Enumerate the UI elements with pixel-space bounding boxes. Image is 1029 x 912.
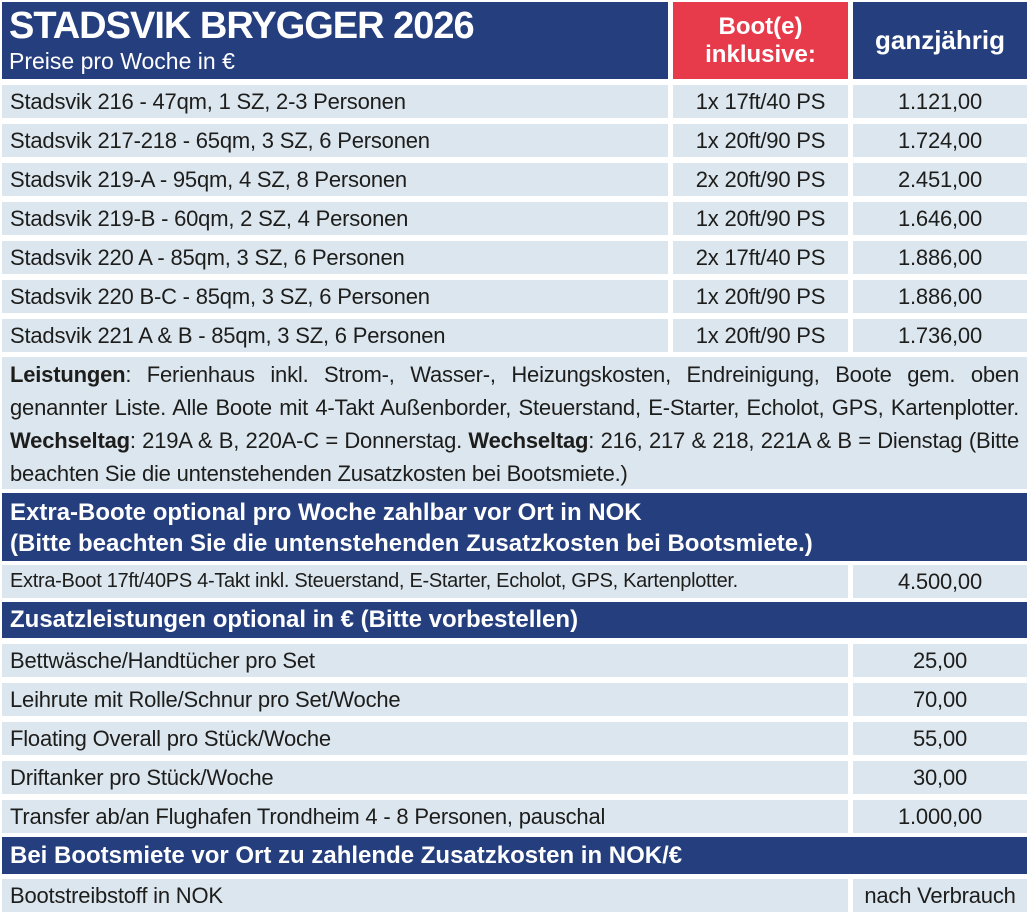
extra-service-price: 55,00 bbox=[853, 722, 1027, 755]
surcharge-price: nach Verbrauch bbox=[853, 879, 1027, 912]
column-header-boats-line2: inklusive: bbox=[705, 40, 816, 68]
apartment-row bbox=[2, 163, 1027, 196]
extra-boat-price: 4.500,00 bbox=[853, 565, 1027, 598]
apartment-boats: 1x 20ft/90 PS bbox=[673, 280, 848, 313]
note-segment-bold: Leistungen bbox=[10, 362, 126, 387]
extra-service-row bbox=[2, 683, 1027, 716]
table-header bbox=[2, 2, 1027, 79]
apartment-name: Stadsvik 219-A - 95qm, 4 SZ, 8 Personen bbox=[2, 163, 668, 196]
extra-service-row bbox=[2, 722, 1027, 755]
apartment-row bbox=[2, 202, 1027, 235]
apartment-boats: 2x 17ft/40 PS bbox=[673, 241, 848, 274]
extra-service-price: 70,00 bbox=[853, 683, 1027, 716]
apartment-price: 1.886,00 bbox=[853, 280, 1027, 313]
apartment-name: Stadsvik 220 A - 85qm, 3 SZ, 6 Personen bbox=[2, 241, 668, 274]
section-header-extras bbox=[2, 602, 1027, 638]
section-header-surcharges bbox=[2, 837, 1027, 874]
apartment-boats: 1x 20ft/90 PS bbox=[673, 124, 848, 157]
note-segment: : 216, 217 & 218, 221A & B = Dienstag (Bitte beachten Sie die untenstehenden Zusatzkosten bei Bootsmiete.) bbox=[10, 428, 1019, 486]
section-header-extra-boats-line2: (Bitte beachten Sie die untenstehenden Zusatzkosten bei Bootsmiete.) bbox=[10, 530, 813, 557]
apartment-boats: 1x 20ft/90 PS bbox=[673, 319, 848, 352]
extra-service-label: Driftanker pro Stück/Woche bbox=[2, 761, 848, 794]
apartment-name: Stadsvik 220 B-C - 85qm, 3 SZ, 6 Personen bbox=[2, 280, 668, 313]
section-header-extra-boats bbox=[2, 493, 1027, 561]
document-title-cell bbox=[2, 2, 668, 79]
apartment-row bbox=[2, 124, 1027, 157]
extra-service-label: Floating Overall pro Stück/Woche bbox=[2, 722, 848, 755]
surcharge-row bbox=[2, 879, 1027, 912]
section-header-extra-boats-line1: Extra-Boote optional pro Woche zahlbar vor Ort in NOK bbox=[10, 499, 642, 526]
note-segment-bold: Wechseltag bbox=[468, 428, 589, 453]
apartment-boats: 1x 20ft/90 PS bbox=[673, 202, 848, 235]
apartment-price: 1.736,00 bbox=[853, 319, 1027, 352]
extra-service-row bbox=[2, 644, 1027, 677]
extra-service-row bbox=[2, 761, 1027, 794]
column-header-boats bbox=[673, 2, 848, 79]
extra-service-price: 1.000,00 bbox=[853, 800, 1027, 833]
services-note bbox=[2, 357, 1027, 489]
apartment-price: 1.886,00 bbox=[853, 241, 1027, 274]
extra-service-label: Transfer ab/an Flughafen Trondheim 4 - 8 Personen, pauschal bbox=[2, 800, 848, 833]
extra-service-label: Bettwäsche/Handtücher pro Set bbox=[2, 644, 848, 677]
apartment-name: Stadsvik 216 - 47qm, 1 SZ, 2-3 Personen bbox=[2, 85, 668, 118]
apartment-name: Stadsvik 219-B - 60qm, 2 SZ, 4 Personen bbox=[2, 202, 668, 235]
apartment-name: Stadsvik 221 A & B - 85qm, 3 SZ, 6 Personen bbox=[2, 319, 668, 352]
apartment-boats: 2x 20ft/90 PS bbox=[673, 163, 848, 196]
section-header-surcharges-label: Bei Bootsmiete vor Ort zu zahlende Zusatzkosten in NOK/€ bbox=[10, 841, 683, 869]
apartment-row bbox=[2, 319, 1027, 352]
apartment-name: Stadsvik 217-218 - 65qm, 3 SZ, 6 Personen bbox=[2, 124, 668, 157]
apartment-row bbox=[2, 280, 1027, 313]
apartment-boats: 1x 17ft/40 PS bbox=[673, 85, 848, 118]
surcharge-label: Bootstreibstoff in NOK bbox=[2, 879, 848, 912]
note-segment-bold: Wechseltag bbox=[10, 428, 130, 453]
column-header-boats-line1: Boot(e) bbox=[718, 12, 803, 40]
extra-service-price: 25,00 bbox=[853, 644, 1027, 677]
apartment-row bbox=[2, 85, 1027, 118]
apartment-price: 1.646,00 bbox=[853, 202, 1027, 235]
extra-boat-row bbox=[2, 565, 1027, 598]
apartment-price: 1.724,00 bbox=[853, 124, 1027, 157]
note-segment: : Ferienhaus inkl. Strom-, Wasser-, Heizungskosten, Endreinigung, Boote gem. oben genannter Liste. Alle Boote mit 4-Takt Außenborder, Steuerstand, E-Starter, Echolot, GPS, Kartenplotter. bbox=[10, 362, 1019, 420]
apartment-price: 1.121,00 bbox=[853, 85, 1027, 118]
extra-service-price: 30,00 bbox=[853, 761, 1027, 794]
apartment-row bbox=[2, 241, 1027, 274]
document-subtitle: Preise pro Woche in € bbox=[9, 48, 235, 74]
extra-boat-label: Extra-Boot 17ft/40PS 4-Takt inkl. Steuerstand, E-Starter, Echolot, GPS, Kartenplotter. bbox=[2, 565, 848, 598]
column-header-price: ganzjährig bbox=[853, 2, 1027, 79]
apartment-price: 2.451,00 bbox=[853, 163, 1027, 196]
note-segment: : 219A & B, 220A-C = Donnerstag. bbox=[129, 428, 469, 453]
section-header-extras-label: Zusatzleistungen optional in € (Bitte vorbestellen) bbox=[10, 606, 579, 633]
extra-service-row bbox=[2, 800, 1027, 833]
document-title: STADSVIK BRYGGER 2026 bbox=[9, 5, 474, 47]
extra-service-label: Leihrute mit Rolle/Schnur pro Set/Woche bbox=[2, 683, 848, 716]
